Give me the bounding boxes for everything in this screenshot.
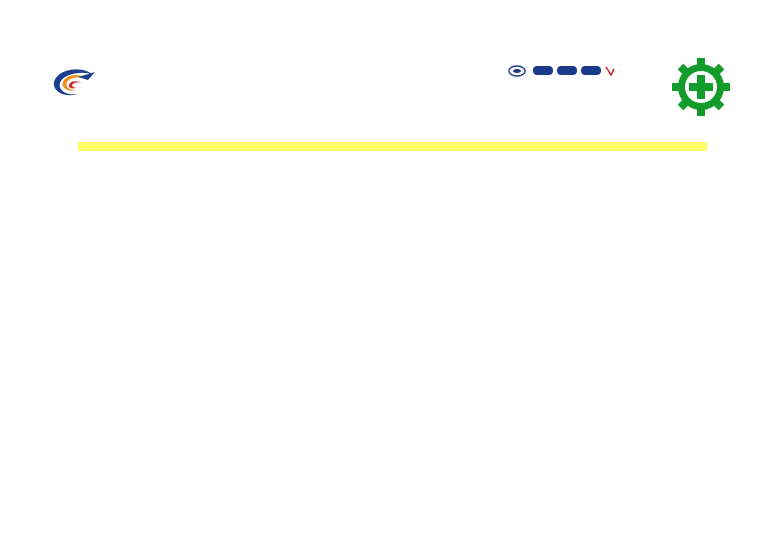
section-highlight [78, 142, 707, 151]
